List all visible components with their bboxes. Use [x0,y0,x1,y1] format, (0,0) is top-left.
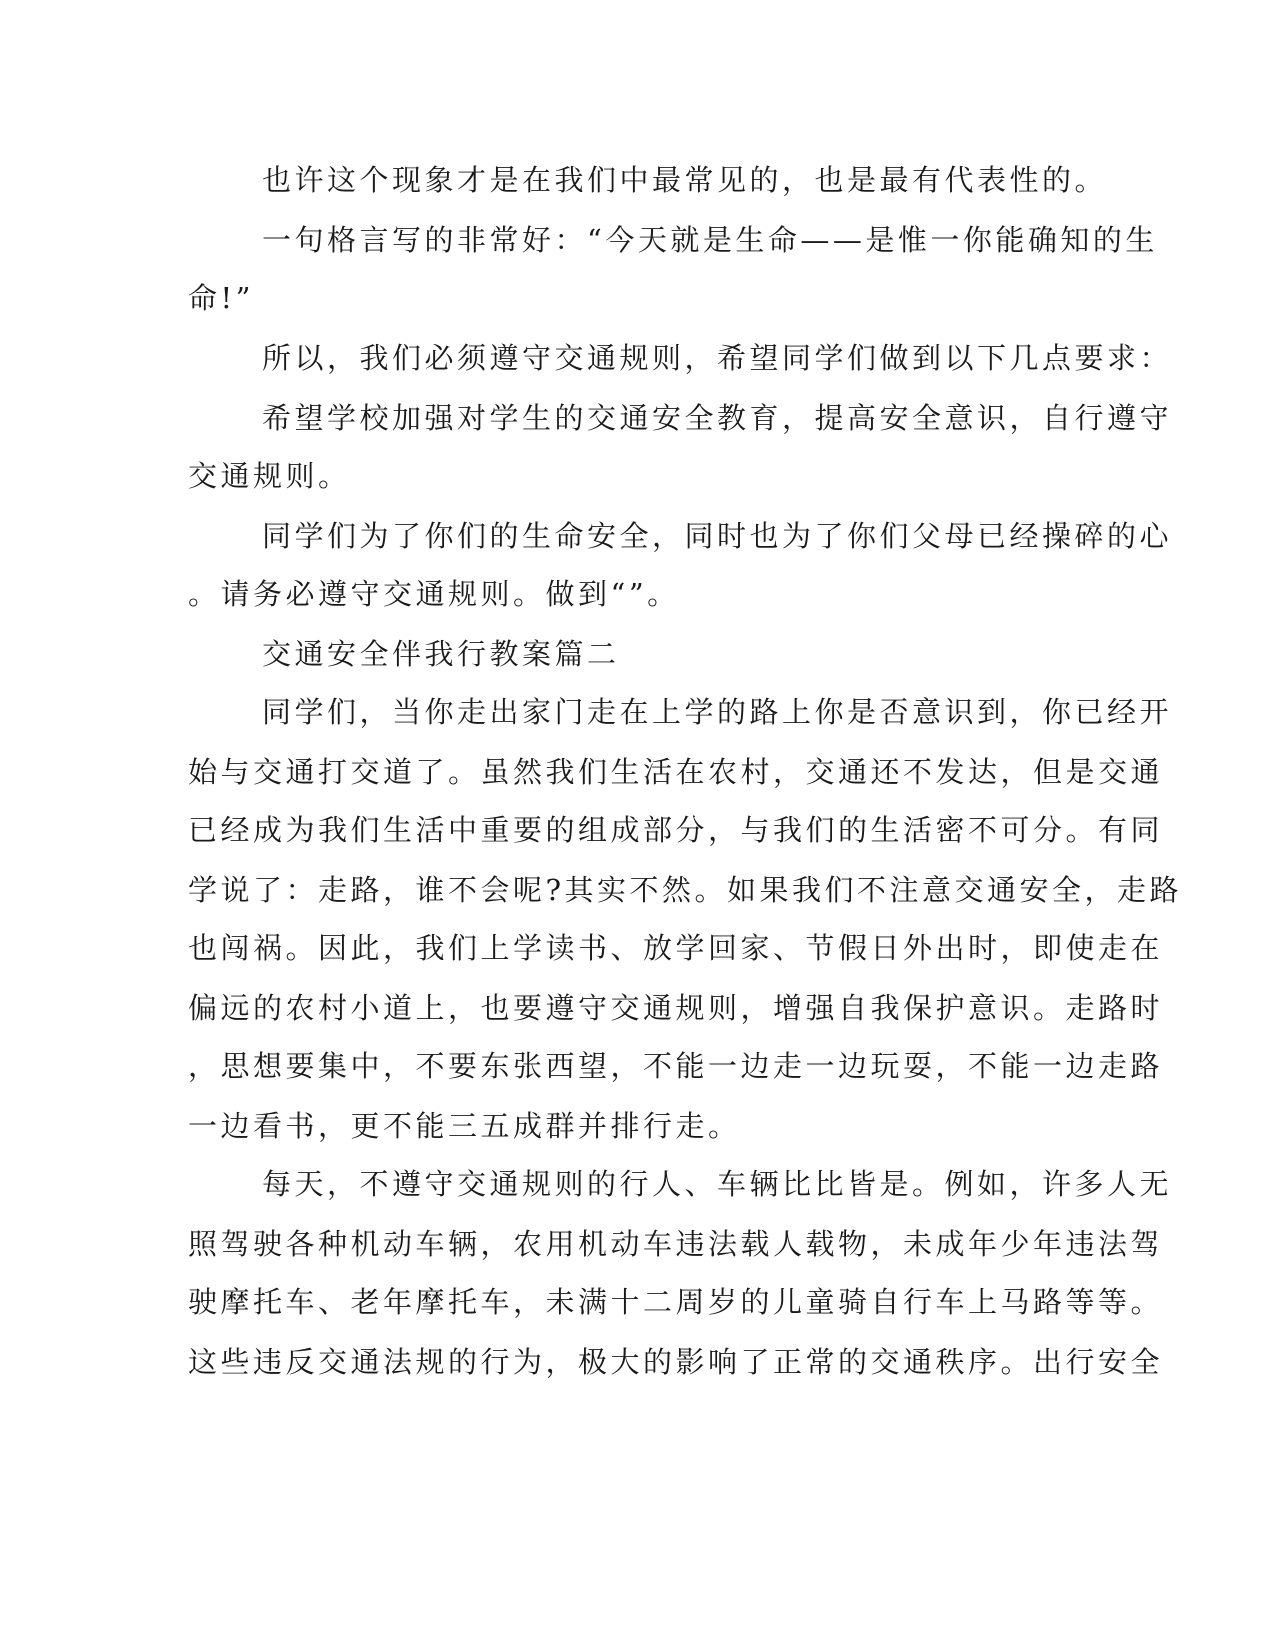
text-line: 一边看书，更不能三五成群并排行走。 [188,1109,741,1143]
text-line: 学说了：走路，谁不会呢?其实不然。如果我们不注意交通安全，走路 [188,873,1183,907]
text-line: ，思想要集中，不要东张西望，不能一边走一边玩耍，不能一边走路 [188,1049,1164,1083]
text-line: 命!” [188,281,254,315]
text-line: 驶摩托车、老年摩托车，未满十二周岁的儿童骑自行车上马路等等。 [188,1285,1164,1319]
text-line: 这些违反交通法规的行为，极大的影响了正常的交通秩序。出行安全 [188,1345,1164,1379]
text-line: 一句格言写的非常好：“今天就是生命——是惟一你能确知的生 [262,223,1158,257]
text-line: 。请务必遵守交通规则。做到“”。 [188,577,680,611]
text-line: 也许这个现象才是在我们中最常见的，也是最有代表性的。 [262,163,1108,197]
text-line: 始与交通打交道了。虽然我们生活在农村，交通还不发达，但是交通 [188,755,1164,789]
text-line: 所以，我们必须遵守交通规则，希望同学们做到以下几点要求： [262,341,1173,375]
text-line: 希望学校加强对学生的交通安全教育，提高安全意识，自行遵守 [262,401,1173,435]
text-line: 已经成为我们生活中重要的组成部分，与我们的生活密不可分。有同 [188,813,1164,847]
text-line: 同学们，当你走出家门走在上学的路上你是否意识到，你已经开 [262,695,1173,729]
text-line: 偏远的农村小道上，也要遵守交通规则，增强自我保护意识。走路时 [188,991,1164,1025]
section-heading: 交通安全伴我行教案篇二 [262,637,620,671]
text-line: 每天，不遵守交通规则的行人、车辆比比皆是。例如，许多人无 [262,1167,1173,1201]
text-line: 也闯祸。因此，我们上学读书、放学回家、节假日外出时，即使走在 [188,931,1164,965]
text-line: 同学们为了你们的生命安全，同时也为了你们父母已经操碎的心 [262,519,1173,553]
text-line: 照驾驶各种机动车辆，农用机动车违法载人载物，未成年少年违法驾 [188,1227,1164,1261]
text-line: 交通规则。 [188,459,351,493]
